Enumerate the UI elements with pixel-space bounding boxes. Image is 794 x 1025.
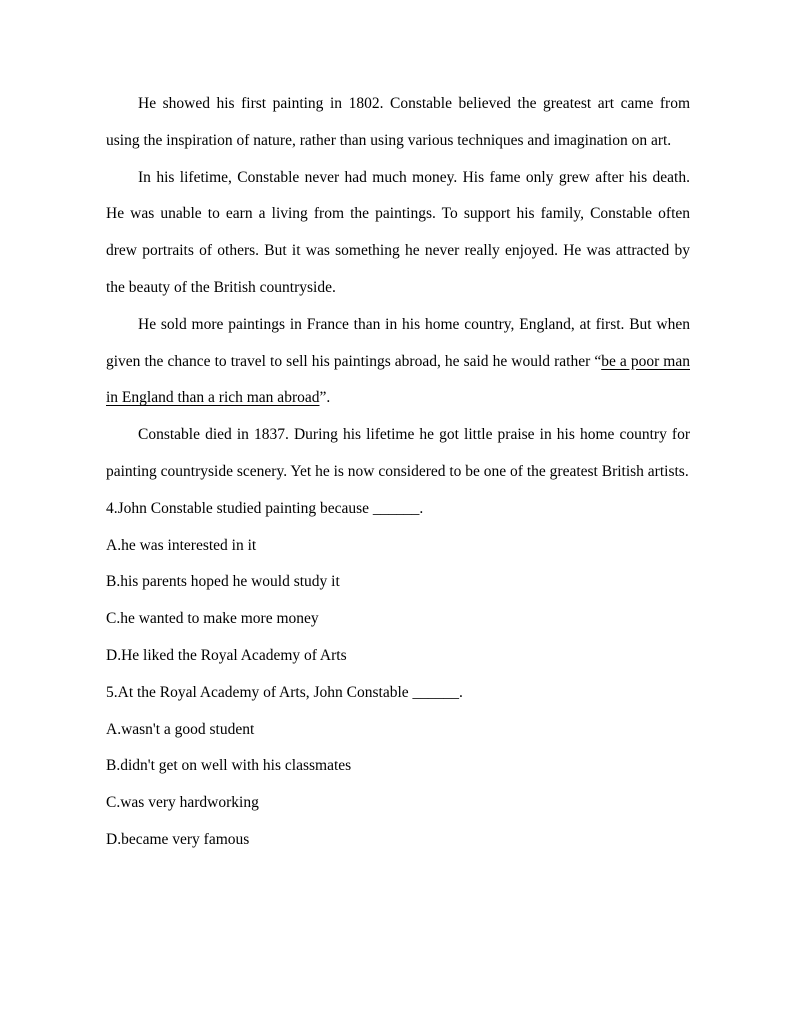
question-4-option-c: C.he wanted to make more money [106, 610, 319, 628]
passage-paragraph-3 [106, 307, 690, 417]
underlined-quote: be a poor man in England than a rich man abroad [106, 352, 690, 407]
question-4-option-a: A.he was interested in it [106, 536, 257, 554]
question-4-option-b: B.his parents hoped he would study it [106, 573, 340, 591]
question-5-option-d: D.became very famous [106, 830, 250, 848]
paragraph-3-text-before: He sold more paintings in France than in his home country, England, at first. But when given the chance to travel to sell his paintings abroad, he said he would rather “ [106, 315, 690, 370]
question-5-option-c: C.was very hardworking [106, 794, 259, 812]
passage-paragraph-2: In his lifetime, Constable never had much money. His fame only grew after his death. He was unable to earn a living from the paintings. To support his family, Constable often drew portraits of others. But it was something he never really enjoyed. He was attracted by the beauty of the British countryside. [106, 168, 690, 296]
passage-paragraph-4: Constable died in 1837. During his lifetime he got little praise in his home country for painting countryside scenery. Yet he is now considered to be one of the greatest British artists. [106, 426, 690, 480]
question-4-option-d: D.He liked the Royal Academy of Arts [106, 646, 347, 664]
question-5-option-b: B.didn't get on well with his classmates [106, 757, 352, 775]
question-5-option-a: A.wasn't a good student [106, 720, 255, 738]
document-content [106, 86, 690, 859]
paragraph-3-text-after: ”. [319, 389, 331, 407]
question-5-stem: 5.At the Royal Academy of Arts, John Constable ______. [106, 683, 463, 701]
passage-paragraph-1: He showed his first painting in 1802. Constable believed the greatest art came from using the inspiration of nature, rather than using various techniques and imagination on art. [106, 95, 690, 149]
question-4-stem: 4.John Constable studied painting because ______. [106, 499, 424, 517]
